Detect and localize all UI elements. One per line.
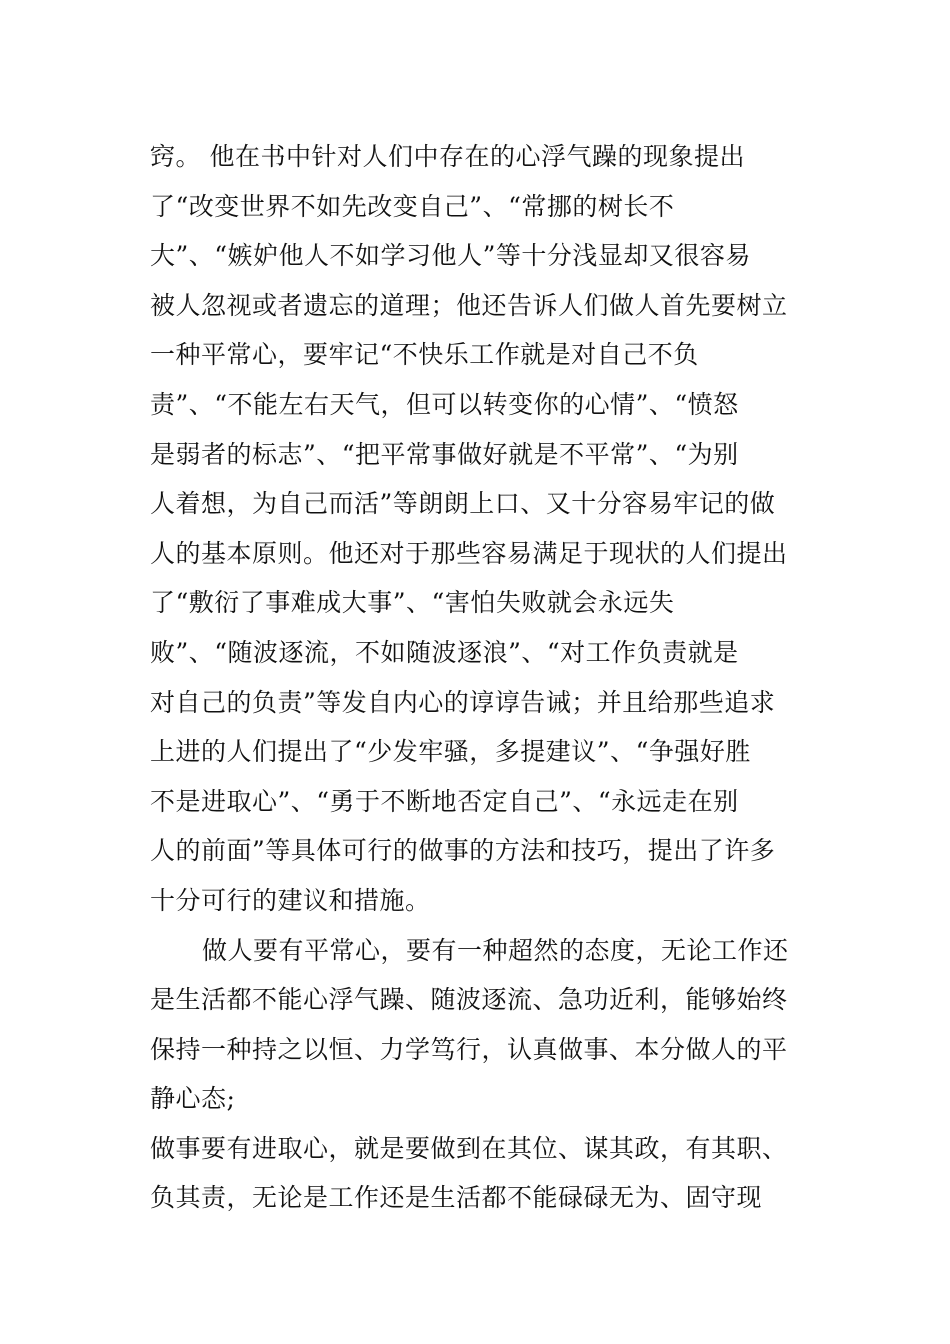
text-line: 人的前面”等具体可行的做事的方法和技巧，提出了许多 (150, 836, 776, 866)
body-text (150, 132, 800, 1223)
paragraph-start-line: 做人要有平常心，要有一种超然的态度，无论工作还 (202, 935, 789, 965)
text-line: 人的基本原则。他还对于那些容易满足于现状的人们提出 (150, 538, 788, 568)
text-line: 是生活都不能心浮气躁、随波逐流、急功近利，能够始终 (150, 985, 788, 1015)
text-line: 十分可行的建议和措施。 (150, 885, 431, 915)
text-line: 负其责，无论是工作还是生活都不能碌碌无为、固守现 (150, 1183, 763, 1213)
text-line: 败”、“随波逐流，不如随波逐浪”、“对工作负责就是 (150, 637, 739, 667)
text-line: 了“改变世界不如先改变自己”、“常挪的树长不 (150, 191, 675, 221)
text-line: 被人忽视或者遗忘的道理；他还告诉人们做人首先要树立 (150, 290, 788, 320)
text-line: 对自己的负责”等发自内心的谆谆告诫；并且给那些追求 (150, 687, 776, 717)
text-line: 保持一种持之以恒、力学笃行，认真做事、本分做人的平 (150, 1034, 788, 1064)
text-line: 是弱者的标志”、“把平常事做好就是不平常”、“为别 (150, 439, 739, 469)
text-line: 不是进取心”、“勇于不断地否定自己”、“永远走在别 (150, 786, 739, 816)
text-line: 静心态; (150, 1084, 236, 1114)
text-line: 责”、“不能左右天气，但可以转变你的心情”、“愤怒 (150, 389, 739, 419)
text-line: 一种平常心，要牢记“不快乐工作就是对自己不负 (150, 340, 699, 370)
text-line: 人着想，为自己而活”等朗朗上口、又十分容易牢记的做 (150, 489, 776, 519)
text-line: 窍。 他在书中针对人们中存在的心浮气躁的现象提出 (150, 142, 745, 171)
text-line: 上进的人们提出了“少发牢骚，多提建议”、“争强好胜 (150, 737, 751, 767)
text-line: 大”、“嫉妒他人不如学习他人”等十分浅显却又很容易 (150, 241, 751, 271)
text-line: 了“敷衍了事难成大事”、“害怕失败就会永远失 (150, 588, 675, 618)
text-line: 做事要有进取心，就是要做到在其位、谋其政，有其职、 (150, 1133, 788, 1163)
